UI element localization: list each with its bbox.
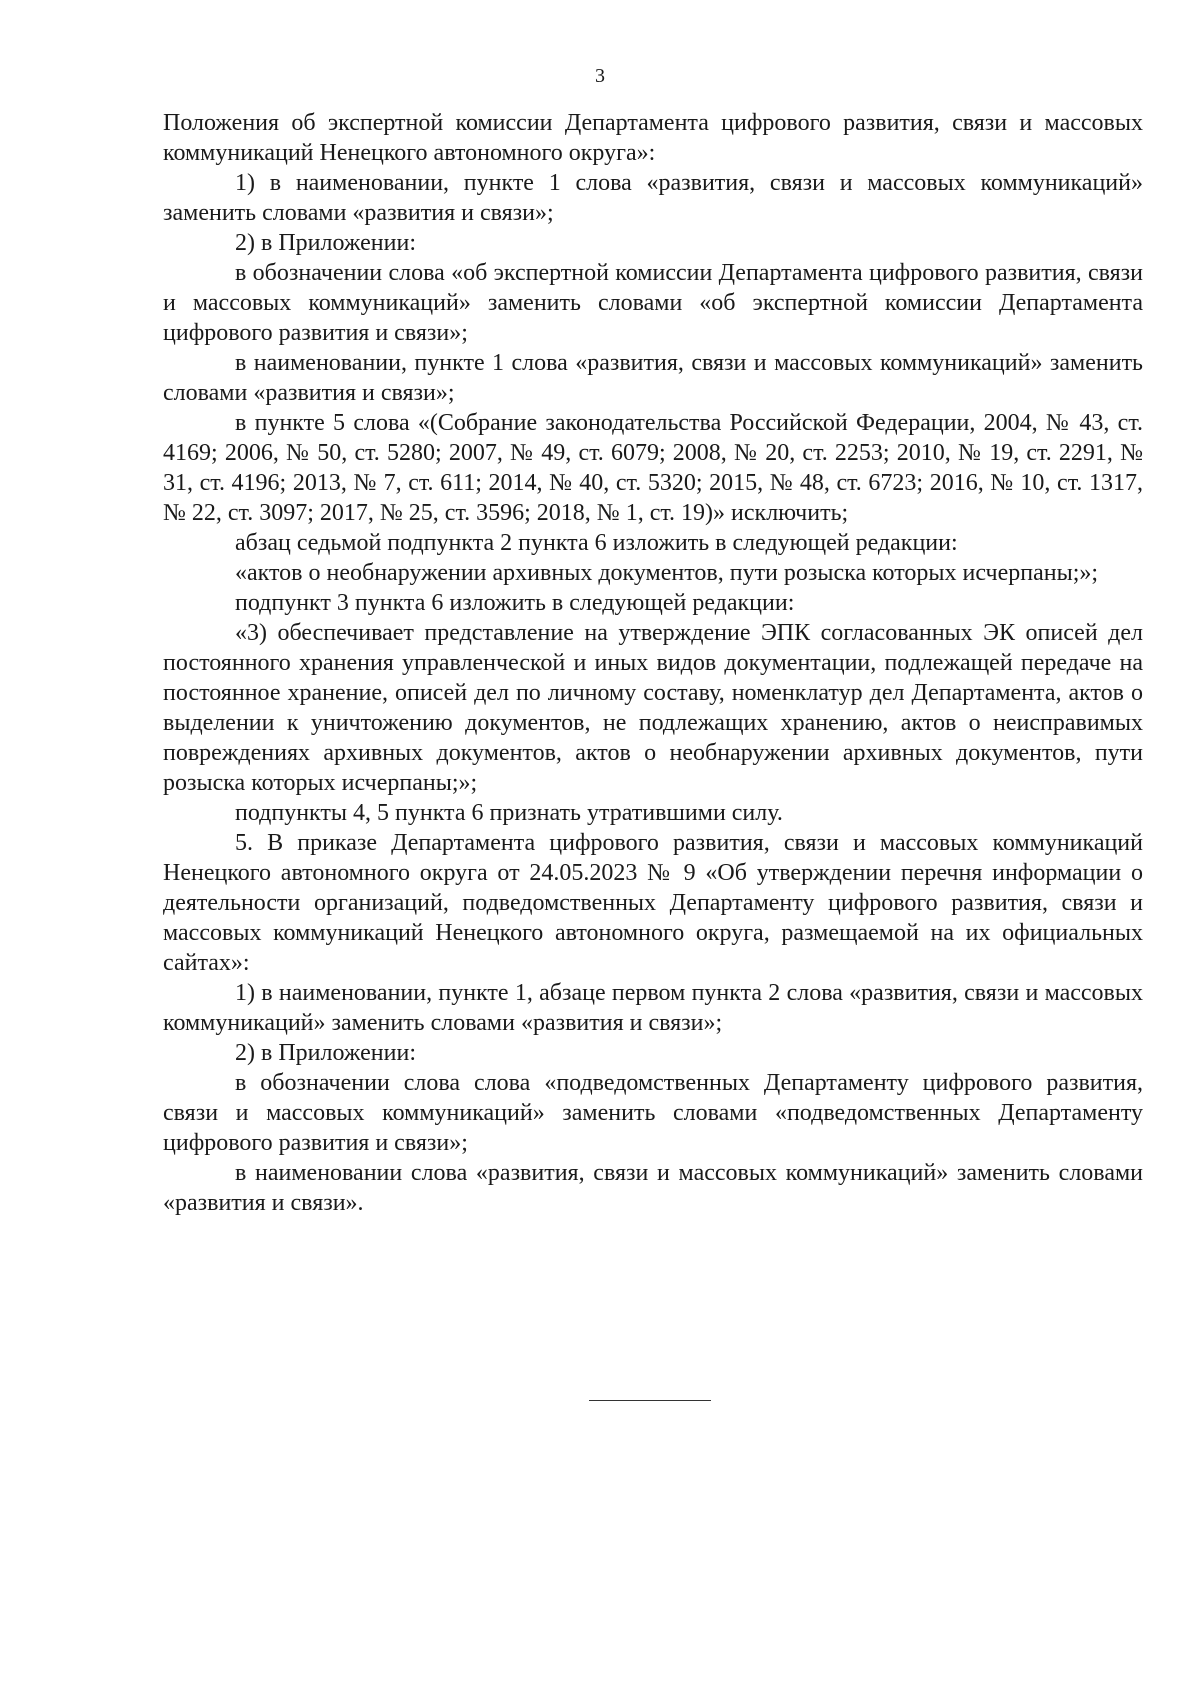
paragraph: подпункты 4, 5 пункта 6 признать утратившими силу. <box>235 800 783 826</box>
paragraph: 5. В приказе Департамента цифрового развития, связи и массовых коммуникаций Ненецкого автономного округа от 24.05.2023 № 9 «Об утверждении перечня информации о деятельности организаций, подведомственных Департаменту цифрового развития, связи и массовых коммуникаций Ненецкого автономного округа, размещаемой на их официальных сайтах»: <box>163 830 1143 976</box>
paragraph: в обозначении слова «об экспертной комиссии Департамента цифрового развития, связи и массовых коммуникаций» заменить словами «об экспертной комиссии Департамента цифрового развития и связи»; <box>163 260 1143 346</box>
end-of-text-rule <box>589 1400 711 1401</box>
paragraph: «актов о необнаружении архивных документов, пути розыска которых исчерпаны;»; <box>235 560 1099 586</box>
paragraph: 2) в Приложении: <box>235 230 416 256</box>
paragraph: 1) в наименовании, пункте 1, абзаце первом пункта 2 слова «развития, связи и массовых коммуникаций» заменить словами «развития и связи»; <box>163 980 1143 1036</box>
paragraph: в пункте 5 слова «(Собрание законодательства Российской Федерации, 2004, № 43, ст. 4169; 2006, № 50, ст. 5280; 2007, № 49, ст. 6079; 2008, № 20, ст. 2253; 2010, № 19, ст. 2291, № 31, ст. 4196; 2013, № 7, ст. 611; 2014, № 40, ст. 5320; 2015, № 48, ст. 6723; 2016, № 10, ст. 1317, № 22, ст. 3097; 2017, № 25, ст. 3596; 2018, № 1, ст. 19)» исключить; <box>163 410 1143 526</box>
paragraph: в обозначении слова слова «подведомственных Департаменту цифрового развития, связи и массовых коммуникаций» заменить словами «подведомственных Департаменту цифрового развития и связи»; <box>163 1070 1143 1156</box>
document-body <box>163 108 1143 1218</box>
paragraph: 1) в наименовании, пункте 1 слова «развития, связи и массовых коммуникаций» заменить словами «развития и связи»; <box>163 170 1143 226</box>
paragraph: Положения об экспертной комиссии Департамента цифрового развития, связи и массовых коммуникаций Ненецкого автономного округа»: <box>163 110 1143 166</box>
paragraph: подпункт 3 пункта 6 изложить в следующей редакции: <box>235 590 795 616</box>
paragraph: в наименовании, пункте 1 слова «развития, связи и массовых коммуникаций» заменить словами «развития и связи»; <box>163 350 1143 406</box>
paragraph: в наименовании слова «развития, связи и массовых коммуникаций» заменить словами «развития и связи». <box>163 1160 1143 1216</box>
paragraph: абзац седьмой подпункта 2 пункта 6 изложить в следующей редакции: <box>235 530 958 556</box>
paragraph: 2) в Приложении: <box>235 1040 416 1066</box>
paragraph: «3) обеспечивает представление на утверждение ЭПК согласованных ЭК описей дел постоянного хранения управленческой и иных видов документации, подлежащей передаче на постоянное хранение, описей дел по личному составу, номенклатур дел Департамента, актов о выделении к уничтожению документов, не подлежащих хранению, актов о неисправимых повреждениях архивных документов, актов о необнаружении архивных документов, пути розыска которых исчерпаны;»; <box>163 620 1143 796</box>
page-number: 3 <box>595 65 605 87</box>
